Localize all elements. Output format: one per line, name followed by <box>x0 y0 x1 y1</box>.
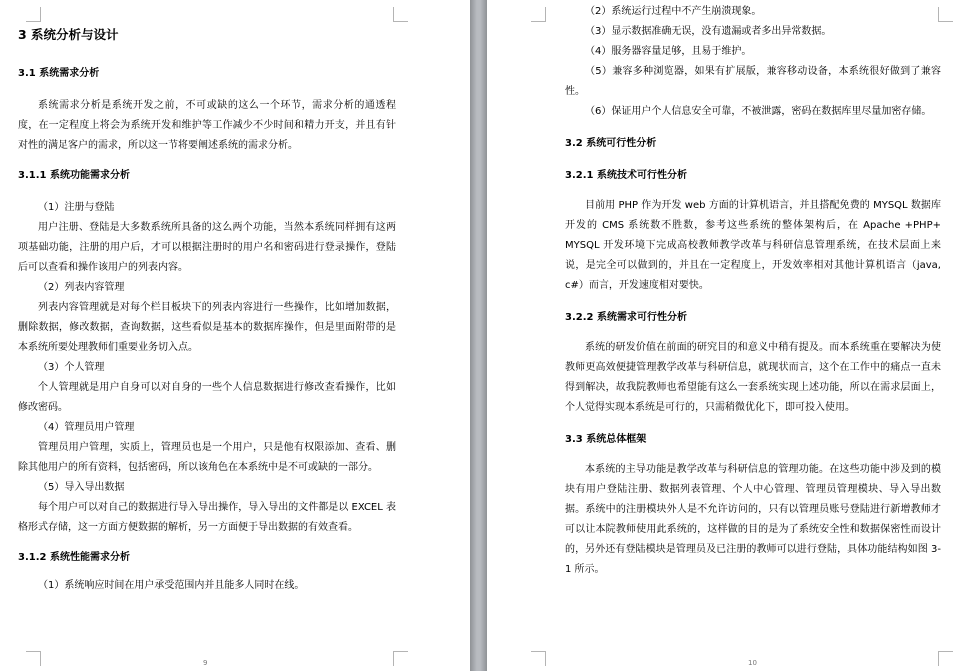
item-body-admin-management: 管理员用户管理，实质上，管理员也是一个用户，只是他有权限添加、查看、删除其他用户的所有资料，包括密码，所以该角色在本系统中是不可或缺的一部分。 <box>18 442 396 473</box>
corner-mark-bottom-left <box>531 651 546 666</box>
item-body-personal-management: 个人管理就是用户自身可以对自身的一些个人信息数据进行修改查看操作，比如修改密码。 <box>18 382 396 413</box>
section-heading-3-2-2: 3.2.2 系统需求可行性分析 <box>565 312 687 323</box>
section-3-3-paragraph: 本系统的主导功能是教学改革与科研信息的管理功能。在这些功能中涉及到的模块有用户登陆注册、数据列表管理、个人中心管理、管理员管理模块、导入导出数据。系统中的注册模块外人是不允许访问的，只有以管理员账号登陆进行新增教师才可以让本院教师使用此系统的，这样做的目的是为了系统安全性和数据保密性而设计的，另外还有登陆模块是管理员及已注册的教师可以进行登陆，具体功能结构如图 3-1 所示。 <box>565 464 941 575</box>
document-page-right <box>487 0 960 671</box>
section-heading-3-1: 3.1 系统需求分析 <box>18 68 100 79</box>
page-number: 10 <box>748 659 757 667</box>
chapter-title: 3 系统分析与设计 <box>18 27 119 42</box>
item-body-registration: 用户注册、登陆是大多数系统所具备的这么两个功能，当然本系统同样拥有这两项基础功能，注册的用户后，才可以根据注册时的用户名和密码进行登录操作，登陆后可以查看和操作该用户的列表内容。 <box>18 222 396 273</box>
section-3-1-paragraph: 系统需求分析是系统开发之前，不可或缺的这么一个环节，需求分析的通透程度，在一定程度上将会为系统开发和维护等工作减少不少时间和精力开支，并且有针对性的满足客户的需求，所以这一节将要阐述系统的需求分析。 <box>18 100 396 151</box>
page-number: 9 <box>203 659 208 667</box>
section-heading-3-3: 3.3 系统总体框架 <box>565 434 647 445</box>
item-title-import-export: （5）导入导出数据 <box>38 482 125 493</box>
perf-item-6: （6）保证用户个人信息安全可靠，不被泄露，密码在数据库里尽量加密存储。 <box>585 106 932 117</box>
right-page-content <box>565 0 941 580</box>
item-title-registration: （1）注册与登陆 <box>38 202 115 213</box>
perf-item-1: （1）系统响应时间在用户承受范围内并且能多人同时在线。 <box>38 580 305 591</box>
corner-mark-bottom-right <box>938 651 953 666</box>
perf-item-5: （5）兼容多种浏览器，如果有扩展版，兼容移动设备，本系统很好做到了兼容性。 <box>565 66 941 97</box>
section-heading-3-2-1: 3.2.1 系统技术可行性分析 <box>565 170 687 181</box>
corner-mark-top-right <box>393 7 408 22</box>
item-body-list-management: 列表内容管理就是对每个栏目板块下的列表内容进行一些操作，比如增加数据，删除数据，修改数据，查询数据，这些看似是基本的数据库操作，但是里面附带的是本系统所要处理教师们重要业务切入点。 <box>18 302 396 353</box>
perf-item-2: （2）系统运行过程中不产生崩溃现象。 <box>585 6 762 17</box>
perf-item-4: （4）服务器容量足够，且易于维护。 <box>585 46 752 57</box>
corner-mark-top-left <box>26 7 41 22</box>
section-3-2-1-paragraph: 目前用 PHP 作为开发 web 方面的计算机语言，并且搭配免费的 MYSQL 数据库开发的 CMS 系统数不胜数，参考这些系统的整体架构后，在 Apache +PHP+ MYSQL 开发环境下完成高校教师教学改革与科研信息管理系统，在技术层面上来说，是完全可以做到的，并且在一定程度上，开发效率相对其他计算机语言（java, c#）而言，开发速度相对要快。 <box>565 200 941 291</box>
item-title-list-management: （2）列表内容管理 <box>38 282 125 293</box>
section-heading-3-2: 3.2 系统可行性分析 <box>565 138 657 149</box>
section-heading-3-1-1: 3.1.1 系统功能需求分析 <box>18 170 130 181</box>
perf-item-3: （3）显示数据准确无误，没有遗漏或者多出异常数据。 <box>585 26 832 37</box>
item-title-personal-management: （3）个人管理 <box>38 362 105 373</box>
document-page-left <box>0 0 470 671</box>
page-gap <box>470 0 487 671</box>
item-body-import-export: 每个用户可以对自己的数据进行导入导出操作，导入导出的文件都是以 EXCEL 表格形式存储，这一方面方便数据的解析，另一方面便于导出数据的有效查看。 <box>18 502 396 533</box>
corner-mark-bottom-left <box>26 651 41 666</box>
section-heading-3-1-2: 3.1.2 系统性能需求分析 <box>18 552 130 563</box>
corner-mark-bottom-right <box>393 651 408 666</box>
item-title-admin-management: （4）管理员用户管理 <box>38 422 135 433</box>
left-page-content <box>18 26 396 596</box>
corner-mark-top-left <box>531 7 546 22</box>
section-3-2-2-paragraph: 系统的研发价值在前面的研究目的和意义中稍有提及。而本系统重在要解决为使教师更高效便捷管理教学改革与科研信息，就现状而言，这个在工作中的痛点一直未得到解决，故我院教师也希望能有这么一套系统实现上述功能，所以在需求层面上，个人觉得实现本系统是可行的，只需稍微优化下，即可投入使用。 <box>565 342 941 413</box>
